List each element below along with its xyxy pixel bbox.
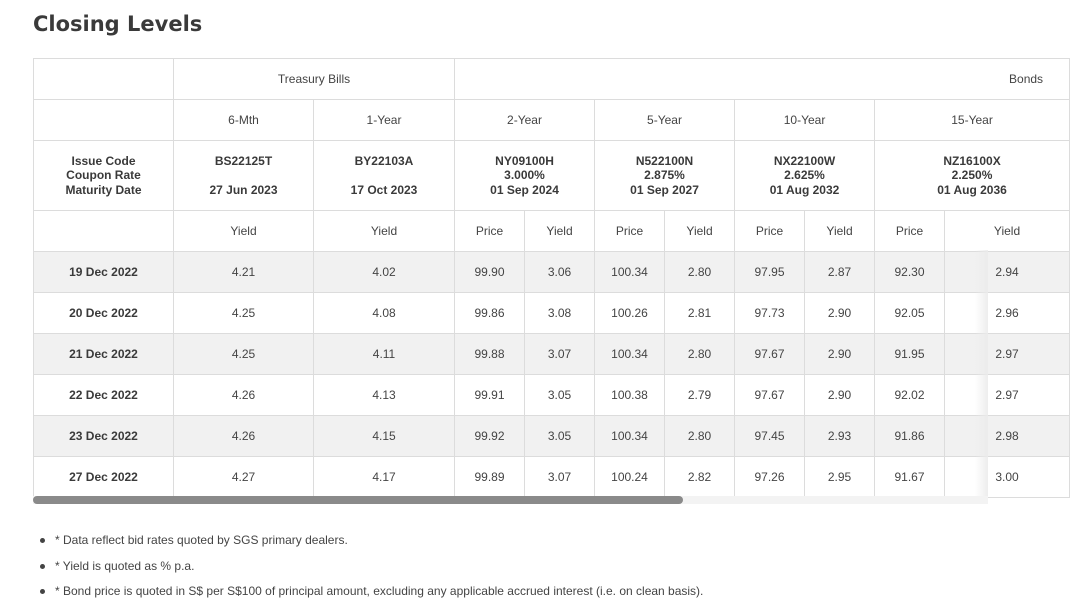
bullet-icon <box>40 589 45 594</box>
value-cell: 4.25 <box>174 293 314 334</box>
value-cell: 3.08 <box>525 293 595 334</box>
value-cell: 97.95 <box>735 252 805 293</box>
horizontal-scrollbar-track[interactable] <box>33 496 988 504</box>
value-cell: 2.80 <box>665 416 735 457</box>
issue-code: BS22125T <box>214 153 273 168</box>
value-cell: 4.15 <box>314 416 455 457</box>
table-row <box>34 293 1070 334</box>
value-cell: 2.95 <box>805 457 875 498</box>
metric-header: Price <box>875 211 945 252</box>
group-treasury-bills: Treasury Bills <box>174 59 455 100</box>
issue-code: N522100N <box>635 153 694 168</box>
value-cell: 2.90 <box>805 293 875 334</box>
value-cell: 99.88 <box>455 334 525 375</box>
row-date: 19 Dec 2022 <box>34 252 174 293</box>
issue-coupon <box>174 168 313 183</box>
issue-maturity: 01 Sep 2024 <box>490 182 559 197</box>
note-item <box>40 533 703 559</box>
value-cell: 97.45 <box>735 416 805 457</box>
note-text: * Data reflect bid rates quoted by SGS primary dealers. <box>55 533 348 547</box>
value-cell: 92.30 <box>875 252 945 293</box>
value-cell: 99.90 <box>455 252 525 293</box>
issue-coupon: 2.875% <box>644 168 685 183</box>
value-cell: 97.73 <box>735 293 805 334</box>
issue-maturity: 01 Sep 2027 <box>630 182 699 197</box>
issue-nz16100x <box>875 141 1070 211</box>
table-row <box>34 252 1070 293</box>
tenor-2-year: 2-Year <box>455 100 595 141</box>
value-cell: 2.80 <box>665 252 735 293</box>
tenor-1-year: 1-Year <box>314 100 455 141</box>
metric-header: Yield <box>805 211 875 252</box>
value-cell: 97.26 <box>735 457 805 498</box>
issue-code: NZ16100X <box>943 153 1001 168</box>
maturity-date-label: Maturity Date <box>65 182 142 197</box>
metric-header: Yield <box>945 211 1070 252</box>
issue-by22103a <box>314 141 455 211</box>
value-cell: 4.17 <box>314 457 455 498</box>
horizontal-scrollbar-thumb[interactable] <box>33 496 683 504</box>
note-text: * Yield is quoted as % p.a. <box>55 558 195 573</box>
value-cell: 92.02 <box>875 375 945 416</box>
value-cell: 99.91 <box>455 375 525 416</box>
row-date: 27 Dec 2022 <box>34 457 174 498</box>
value-cell: 3.05 <box>525 375 595 416</box>
value-cell: 2.96 <box>945 293 1070 334</box>
value-cell: 4.21 <box>174 252 314 293</box>
tenor-10-year: 10-Year <box>735 100 875 141</box>
metric-header: Price <box>595 211 665 252</box>
value-cell: 4.08 <box>314 293 455 334</box>
issue-header-row <box>34 141 1070 211</box>
blank-cell <box>34 100 174 141</box>
group-bonds-label: Bonds <box>1009 72 1044 86</box>
value-cell: 99.92 <box>455 416 525 457</box>
issue-code: BY22103A <box>354 153 414 168</box>
issue-code-label: Issue Code <box>71 153 136 168</box>
issue-coupon: 3.000% <box>504 168 545 183</box>
value-cell: 4.02 <box>314 252 455 293</box>
value-cell: 2.79 <box>665 375 735 416</box>
value-cell: 2.90 <box>805 334 875 375</box>
value-cell: 3.00 <box>945 457 1070 498</box>
tenor-6-mth: 6-Mth <box>174 100 314 141</box>
row-date: 23 Dec 2022 <box>34 416 174 457</box>
metric-header: Yield <box>314 211 455 252</box>
value-cell: 4.27 <box>174 457 314 498</box>
value-cell: 4.11 <box>314 334 455 375</box>
bullet-icon <box>40 538 45 543</box>
value-cell: 3.05 <box>525 416 595 457</box>
metric-header: Yield <box>174 211 314 252</box>
value-cell: 99.89 <box>455 457 525 498</box>
table-row <box>34 375 1070 416</box>
issue-code: NY09100H <box>495 153 554 168</box>
group-bonds <box>455 59 1070 100</box>
value-cell: 2.90 <box>805 375 875 416</box>
issue-ny09100h <box>455 141 595 211</box>
value-cell: 100.34 <box>595 252 665 293</box>
value-cell: 92.05 <box>875 293 945 334</box>
issue-coupon: 2.250% <box>951 168 993 183</box>
value-cell: 91.95 <box>875 334 945 375</box>
value-cell: 2.98 <box>945 416 1070 457</box>
value-cell: 2.82 <box>665 457 735 498</box>
issue-nx22100w <box>735 141 875 211</box>
metric-header: Price <box>455 211 525 252</box>
value-cell: 97.67 <box>735 334 805 375</box>
value-cell: 2.80 <box>665 334 735 375</box>
closing-levels-table-viewport[interactable] <box>33 58 1044 498</box>
value-cell: 2.81 <box>665 293 735 334</box>
row-date: 22 Dec 2022 <box>34 375 174 416</box>
value-cell: 4.13 <box>314 375 455 416</box>
metric-header-row <box>34 211 1070 252</box>
value-cell: 97.67 <box>735 375 805 416</box>
value-cell: 2.87 <box>805 252 875 293</box>
bullet-icon <box>40 564 45 569</box>
blank-cell <box>34 211 174 252</box>
closing-levels-table <box>33 58 1070 498</box>
tenor-header-row <box>34 100 1070 141</box>
issue-maturity: 27 Jun 2023 <box>209 182 278 197</box>
value-cell: 3.07 <box>525 457 595 498</box>
value-cell: 100.34 <box>595 334 665 375</box>
coupon-rate-label: Coupon Rate <box>66 168 141 183</box>
metric-header: Price <box>735 211 805 252</box>
value-cell: 2.93 <box>805 416 875 457</box>
issue-maturity: 01 Aug 2032 <box>769 182 840 197</box>
issue-label-cell <box>34 141 174 211</box>
value-cell: 4.26 <box>174 416 314 457</box>
issue-code: NX22100W <box>773 153 836 168</box>
group-header-row <box>34 59 1070 100</box>
value-cell: 4.25 <box>174 334 314 375</box>
value-cell: 91.86 <box>875 416 945 457</box>
value-cell: 99.86 <box>455 293 525 334</box>
value-cell: 2.94 <box>945 252 1070 293</box>
value-cell: 3.06 <box>525 252 595 293</box>
issue-n522100n <box>595 141 735 211</box>
issue-maturity: 01 Aug 2036 <box>937 182 1007 197</box>
issue-coupon: 2.625% <box>784 168 825 183</box>
issue-maturity: 17 Oct 2023 <box>350 182 418 197</box>
value-cell: 4.26 <box>174 375 314 416</box>
table-row <box>34 334 1070 375</box>
value-cell: 100.38 <box>595 375 665 416</box>
metric-header: Yield <box>525 211 595 252</box>
value-cell: 100.24 <box>595 457 665 498</box>
note-item <box>40 559 703 585</box>
value-cell: 2.97 <box>945 375 1070 416</box>
issue-coupon <box>314 168 454 183</box>
value-cell: 100.34 <box>595 416 665 457</box>
value-cell: 2.97 <box>945 334 1070 375</box>
scroll-fade-edge <box>975 250 988 496</box>
corner-cell <box>34 59 174 100</box>
tenor-5-year: 5-Year <box>595 100 735 141</box>
table-row <box>34 457 1070 498</box>
value-cell: 3.07 <box>525 334 595 375</box>
row-date: 20 Dec 2022 <box>34 293 174 334</box>
page-title: Closing Levels <box>33 12 203 36</box>
note-item <box>40 584 703 610</box>
notes-list <box>40 533 703 610</box>
table-row <box>34 416 1070 457</box>
row-date: 21 Dec 2022 <box>34 334 174 375</box>
value-cell: 91.67 <box>875 457 945 498</box>
tenor-15-year: 15-Year <box>875 100 1070 141</box>
value-cell: 100.26 <box>595 293 665 334</box>
note-text: * Bond price is quoted in S$ per S$100 of principal amount, excluding any applicable accrued interest (i.e. on clean basis). <box>55 584 704 598</box>
issue-bs22125t <box>174 141 314 211</box>
metric-header: Yield <box>665 211 735 252</box>
